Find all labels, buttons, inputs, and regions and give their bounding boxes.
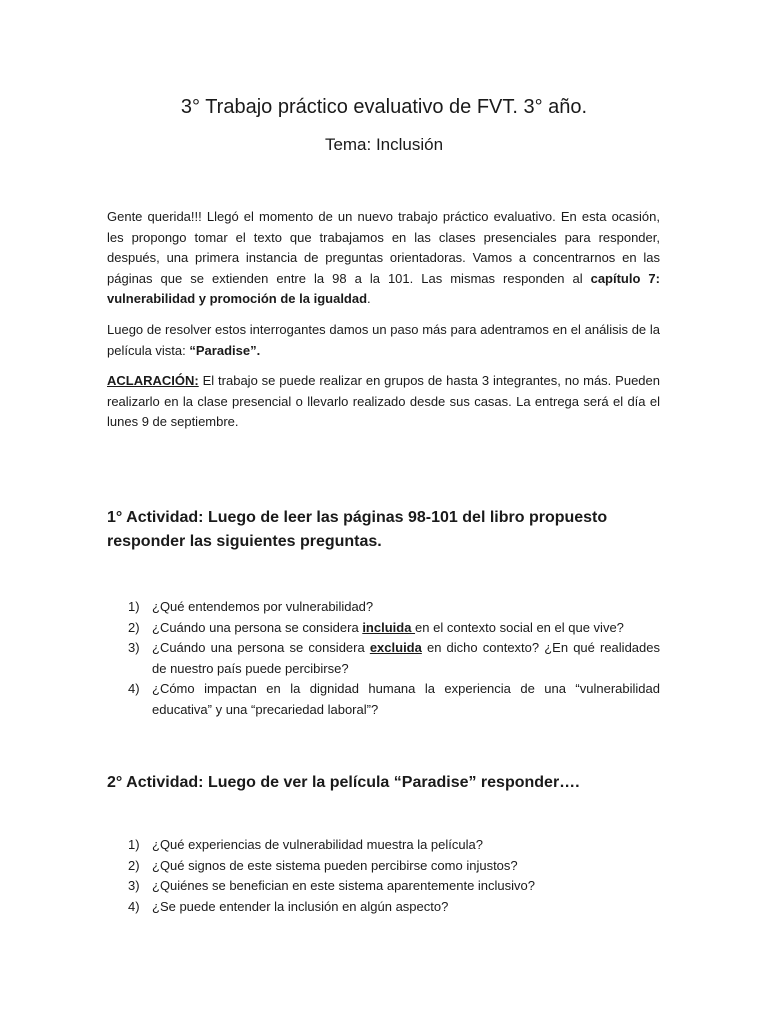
list-item [107, 679, 660, 720]
movie-paragraph [107, 320, 660, 361]
list-item [107, 856, 660, 877]
intro-text: Gente querida!!! Llegó el momento de un nuevo trabajo práctico evaluativo. En esta ocasión, les propongo tomar el texto que trabajamos en las clases presenciales para responder, después, una primera instancia de preguntas orientadoras. Vamos a concentrarnos en las páginas que se extienden entre la 98 a la 101. Las mismas responden al [107, 209, 660, 286]
emphasis-excluida: excluida [369, 640, 422, 656]
list-item [107, 618, 660, 639]
list-item [107, 835, 660, 856]
document-subtitle: Tema: Inclusión [324, 135, 444, 154]
question-text: ¿Qué signos de este sistema pueden percibirse como injustos? [152, 857, 518, 873]
movie-title: “Paradise”. [189, 342, 261, 358]
question-number: 3) [128, 878, 140, 894]
question-text-end: en dicho contexto? ¿En qué realidades de nuestro país puede percibirse? [152, 640, 660, 676]
chapter-reference: capítulo 7: vulnerabilidad y promoción de la igualdad [107, 270, 660, 307]
question-number: 4) [128, 681, 140, 697]
question-number: 1) [128, 837, 140, 852]
question-text: ¿Cuándo una persona se considera [152, 640, 370, 656]
list-item [107, 597, 660, 618]
clarification-text: El trabajo se puede realizar en grupos de hasta 3 integrantes, no más. Pueden realizarlo en la clase presencial o llevarlo realizado desde sus casas. La entrega será el día el lunes 9 de septiembre. [107, 373, 660, 430]
clarification-label: ACLARACIÓN: [107, 373, 199, 388]
intro-end: . [367, 291, 371, 307]
activity-1-questions [107, 597, 660, 721]
question-text-end: en el contexto social en el que vive? [415, 619, 624, 635]
question-number: 1) [128, 599, 140, 614]
list-item [107, 876, 660, 897]
activity-2-heading: 2° Actividad: Luego de ver la película “Paradise” responder…. [107, 774, 580, 791]
emphasis-incluida: incluida [362, 619, 416, 635]
question-text: ¿Qué experiencias de vulnerabilidad muestra la película? [152, 837, 483, 852]
question-text: ¿Cuándo una persona se considera [152, 619, 363, 635]
question-number: 2) [128, 619, 140, 635]
movie-text: Luego de resolver estos interrogantes damos un paso más para adentramos en el análisis de la película vista: [107, 322, 660, 358]
question-text: ¿Se puede entender la inclusión en algún aspecto? [152, 898, 449, 914]
question-text: ¿Quiénes se benefician en este sistema aparentemente inclusivo? [152, 878, 535, 894]
intro-paragraph [107, 207, 660, 310]
list-item [107, 638, 660, 679]
question-number: 3) [128, 640, 140, 656]
document-title: 3° Trabajo práctico evaluativo de FVT. 3° año. [180, 96, 588, 118]
question-number: 4) [128, 898, 140, 914]
question-number: 2) [128, 857, 140, 873]
activity-1-heading: 1° Actividad: Luego de leer las páginas 98-101 del libro propuesto responder las siguientes preguntas. [107, 509, 608, 550]
list-item [107, 897, 660, 918]
question-text: ¿Qué entendemos por vulnerabilidad? [152, 599, 374, 614]
clarification-paragraph [107, 371, 660, 433]
question-text: ¿Cómo impactan en la dignidad humana la experiencia de una “vulnerabilidad educativa” y una “precariedad laboral”? [152, 681, 660, 717]
activity-2-questions [107, 835, 660, 917]
